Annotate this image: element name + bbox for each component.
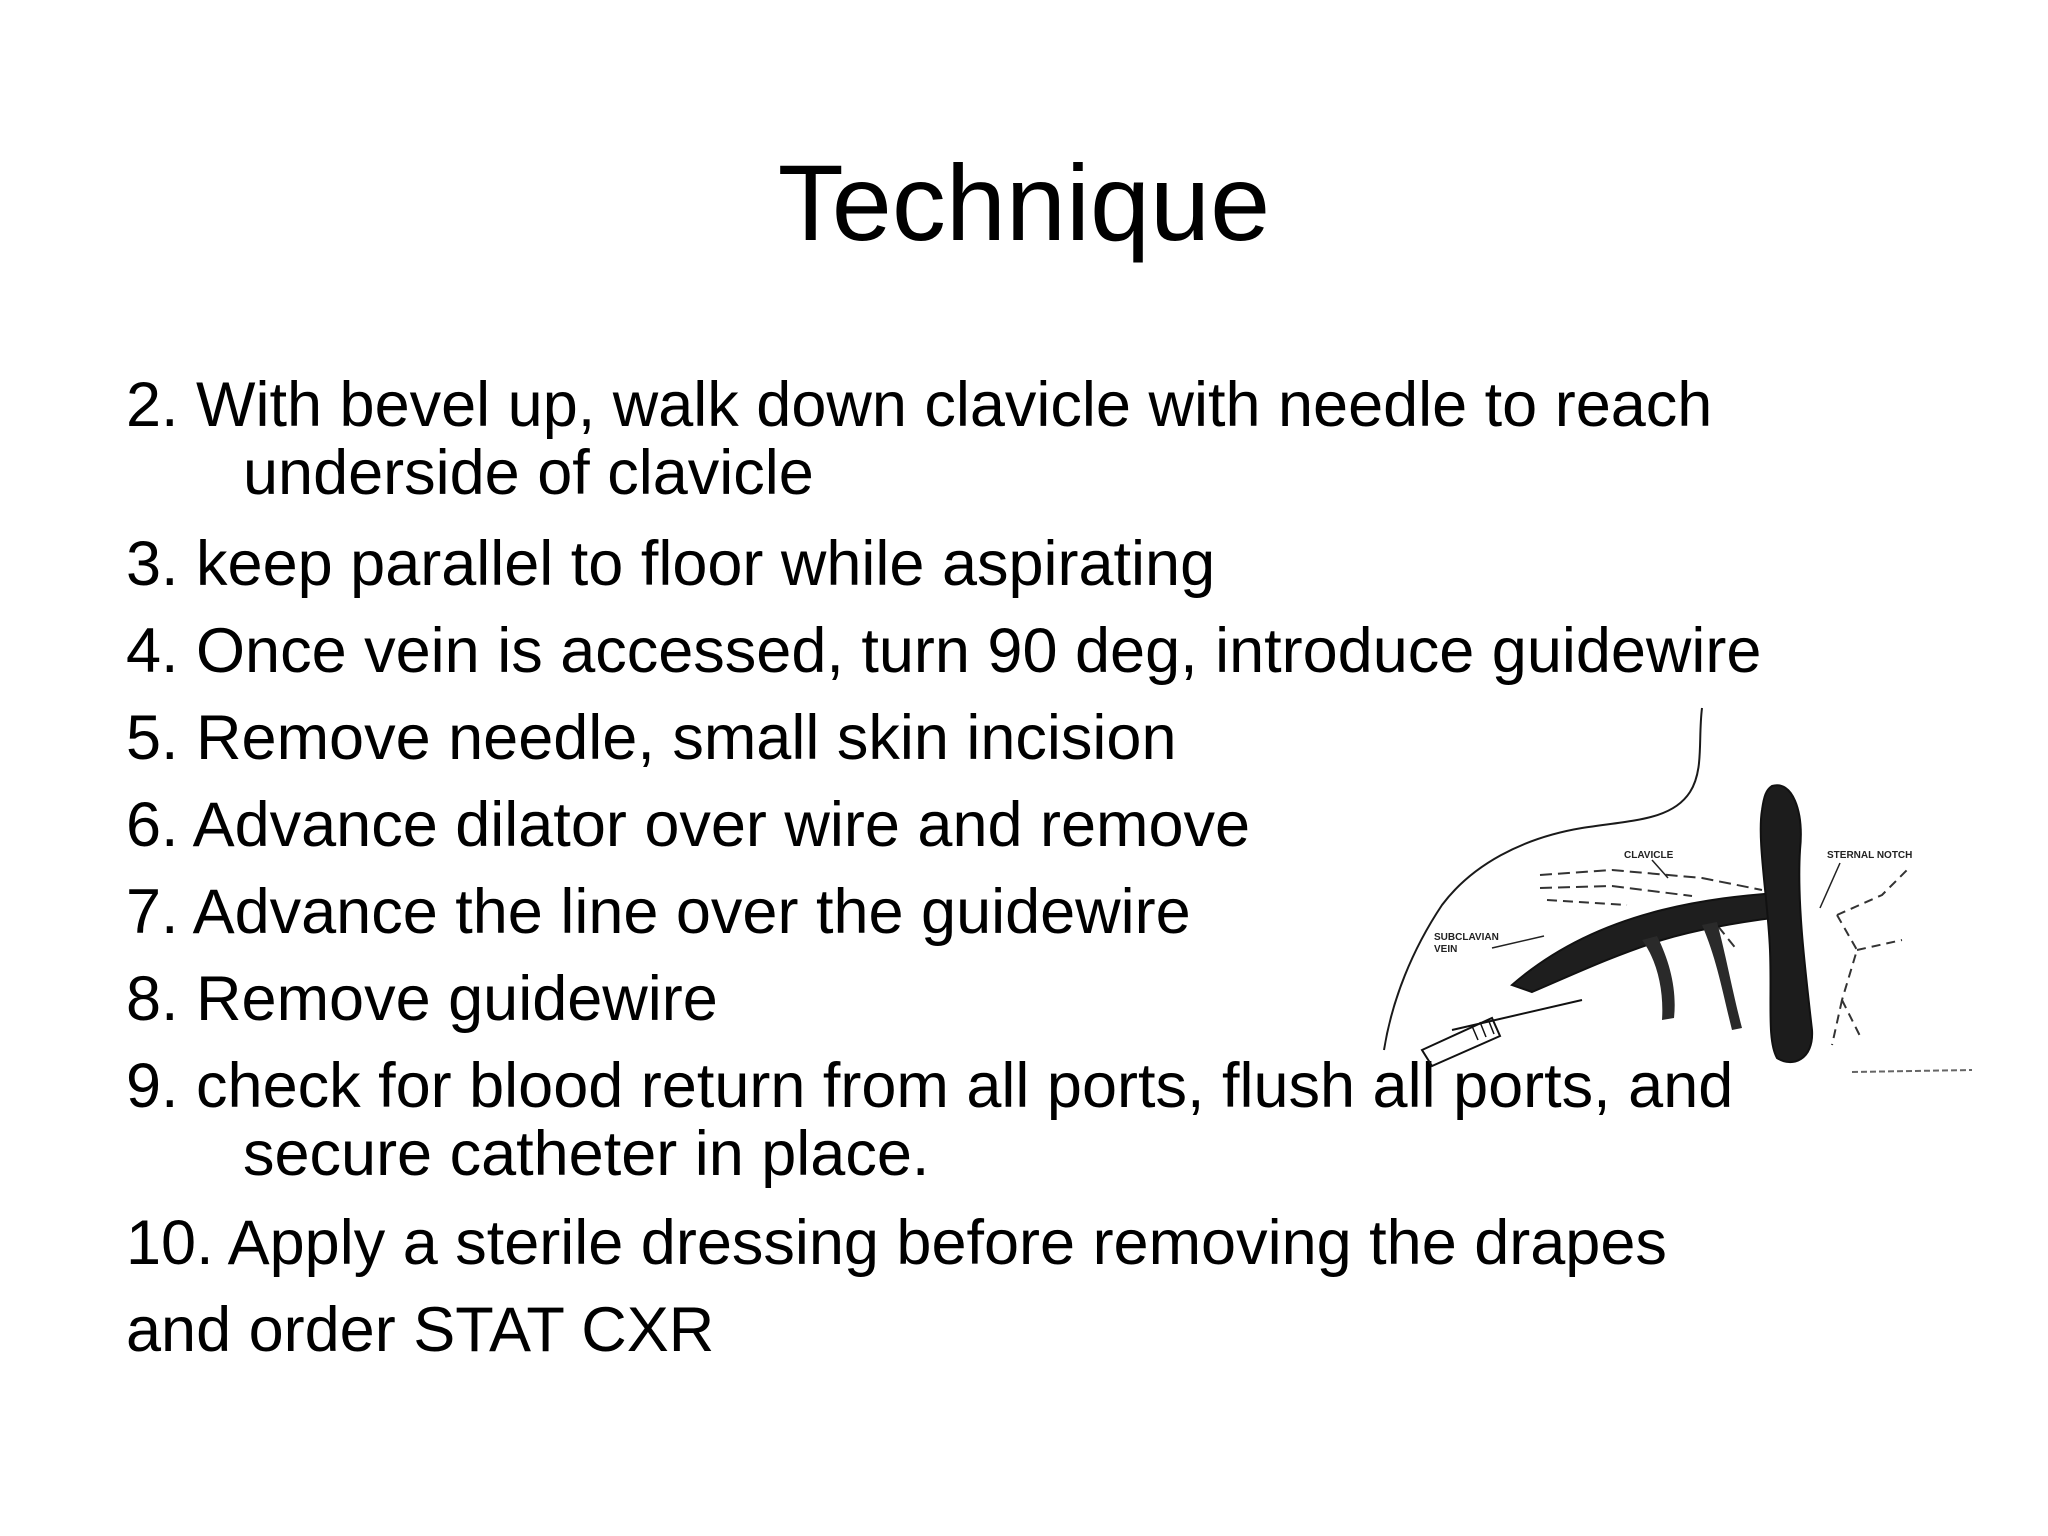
sternum — [1761, 785, 1812, 1062]
anatomy-drawing — [1372, 700, 1980, 1076]
vein-branch-2 — [1702, 922, 1742, 1030]
step-2-line-2: underside of clavicle — [243, 438, 814, 508]
label-clavicle: CLAVICLE — [1624, 850, 1674, 861]
clavicle-leader — [1652, 860, 1668, 878]
step-8: 8. Remove guidewire — [126, 964, 718, 1034]
step-9-line-1: 9. check for blood return from all ports, flush all ports, and — [126, 1051, 1734, 1121]
needle — [1452, 1000, 1582, 1030]
label-sternal-notch: STERNAL NOTCH — [1827, 850, 1913, 861]
step-9-line-2: secure catheter in place. — [243, 1119, 930, 1189]
step-4: 4. Once vein is accessed, turn 90 deg, introduce guidewire — [126, 616, 1762, 686]
clavicle-outline-lower — [1540, 886, 1692, 896]
sternum-ribs-outline — [1832, 870, 1907, 1045]
step-2-line-1: 2. With bevel up, walk down clavicle with needle to reach — [126, 370, 1713, 440]
sternal-notch-leader — [1820, 863, 1840, 908]
slide-title: Technique — [777, 142, 1271, 263]
label-vein: VEIN — [1434, 944, 1458, 955]
body-outline — [1384, 708, 1702, 1050]
vein-branch — [1642, 936, 1675, 1020]
figure-baseline — [1852, 1070, 1972, 1072]
step-10-continued: and order STAT CXR — [126, 1295, 715, 1365]
step-10: 10. Apply a sterile dressing before removing the drapes — [126, 1208, 1667, 1278]
clavicle-outline — [1540, 870, 1762, 890]
subclavian-leader — [1492, 936, 1544, 948]
step-5: 5. Remove needle, small skin incision — [126, 703, 1177, 773]
subclavian-anatomy-illustration — [1372, 700, 1980, 1076]
step-3: 3. keep parallel to floor while aspirating — [126, 529, 1216, 599]
label-subclavian: SUBCLAVIAN — [1434, 932, 1499, 943]
step-2 — [126, 368, 1712, 510]
step-6: 6. Advance dilator over wire and remove — [126, 790, 1251, 860]
step-7: 7. Advance the line over the guidewire — [126, 877, 1191, 947]
syringe — [1422, 1018, 1500, 1066]
